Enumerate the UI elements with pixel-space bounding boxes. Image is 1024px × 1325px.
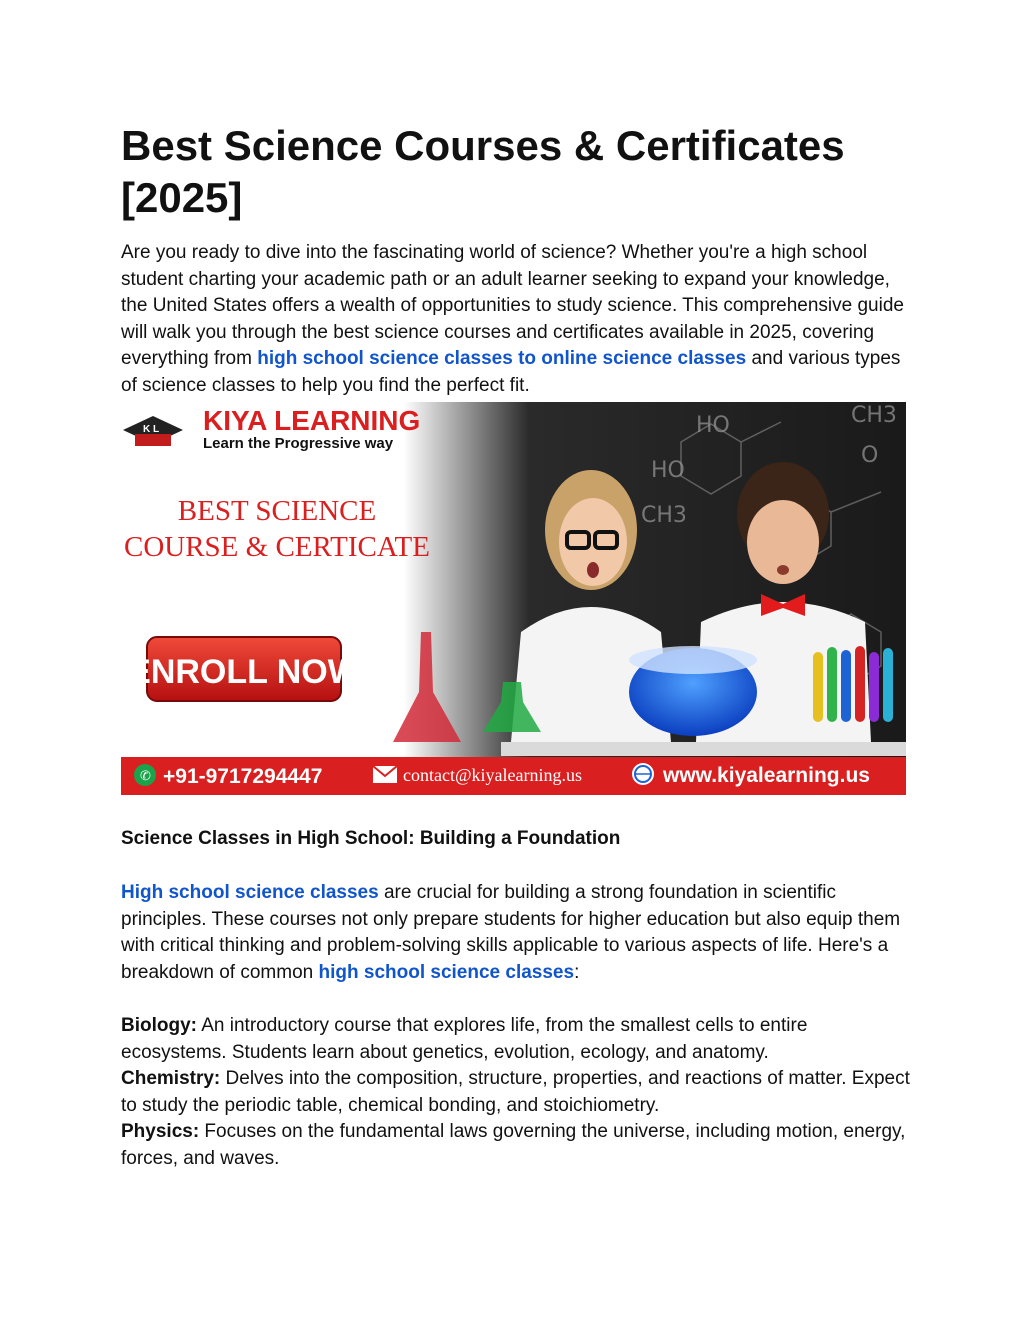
course-desc: Delves into the composition, structure, properties, and reactions of matter. Expect to study the periodic table, chemical bonding, and stoichiometry. <box>121 1068 910 1116</box>
intro-text-2: and various types of science classes to help you find the perfect fit. <box>121 348 901 396</box>
svg-text:✆: ✆ <box>140 769 151 784</box>
svg-text:CH3: CH3 <box>851 403 897 428</box>
course-desc: Focuses on the fundamental laws governing the universe, including motion, energy, forces, and waves. <box>121 1121 906 1169</box>
course-desc: An introductory course that explores life, from the smallest cells to entire ecosystems. Students learn about genetics, evolution, ecology, and anatomy. <box>121 1015 808 1063</box>
course-name: Biology: <box>121 1015 197 1036</box>
document-page <box>121 120 911 399</box>
svg-text:O: O <box>861 443 879 468</box>
banner-tagline: Learn the Progressive way <box>203 435 394 452</box>
section-link-1[interactable]: High school science classes <box>121 882 379 903</box>
intro-paragraph <box>121 240 906 399</box>
logo-mark: K L <box>143 424 160 435</box>
banner-headline-1: BEST SCIENCE <box>177 495 377 527</box>
section-text-2: : <box>574 961 580 983</box>
page-title: Best Science Courses & Certificates [2025] <box>121 122 845 221</box>
svg-text:CH3: CH3 <box>641 503 687 528</box>
section-heading: Science Classes in High School: Building a Foundation <box>121 828 621 849</box>
enroll-now-label: ENROLL NOW <box>128 653 360 691</box>
contact-website: www.kiyalearning.us <box>663 764 870 787</box>
course-list <box>121 1013 911 1172</box>
intro-link[interactable]: high school science classes to online science classes <box>257 348 747 369</box>
list-item <box>121 1066 911 1119</box>
svg-text:HO: HO <box>696 413 730 438</box>
course-name: Physics: <box>121 1121 200 1142</box>
promo-banner-image <box>121 402 906 795</box>
list-item <box>121 1013 911 1066</box>
svg-text:HO: HO <box>651 458 685 483</box>
section-link-2[interactable]: high school science classes <box>318 961 575 983</box>
contact-email: contact@kiyalearning.us <box>403 765 583 785</box>
banner-headline-2: COURSE & CERTICATE <box>123 531 431 563</box>
list-item <box>121 1119 911 1172</box>
section-paragraph <box>121 880 911 986</box>
course-name: Chemistry: <box>121 1068 221 1089</box>
contact-phone: +91-9717294447 <box>163 765 323 788</box>
intro-text-1: Are you ready to dive into the fascinating world of science? Whether you're a high school student charting your academic path or an adult learner seeking to expand your knowledge, the United States offers a wealth of opportunities to study science. This comprehensive guide will walk you through the best science courses and certificates available in 2025, covering everything from <box>121 242 904 369</box>
banner-brand: KIYA LEARNING <box>203 405 421 436</box>
section-text-1: are crucial for building a strong foundation in scientific principles. These courses not only prepare students for higher education but also equip them with critical thinking and problem-solving skills applicable to various aspects of life. Here's a breakdown of common <box>121 882 901 983</box>
